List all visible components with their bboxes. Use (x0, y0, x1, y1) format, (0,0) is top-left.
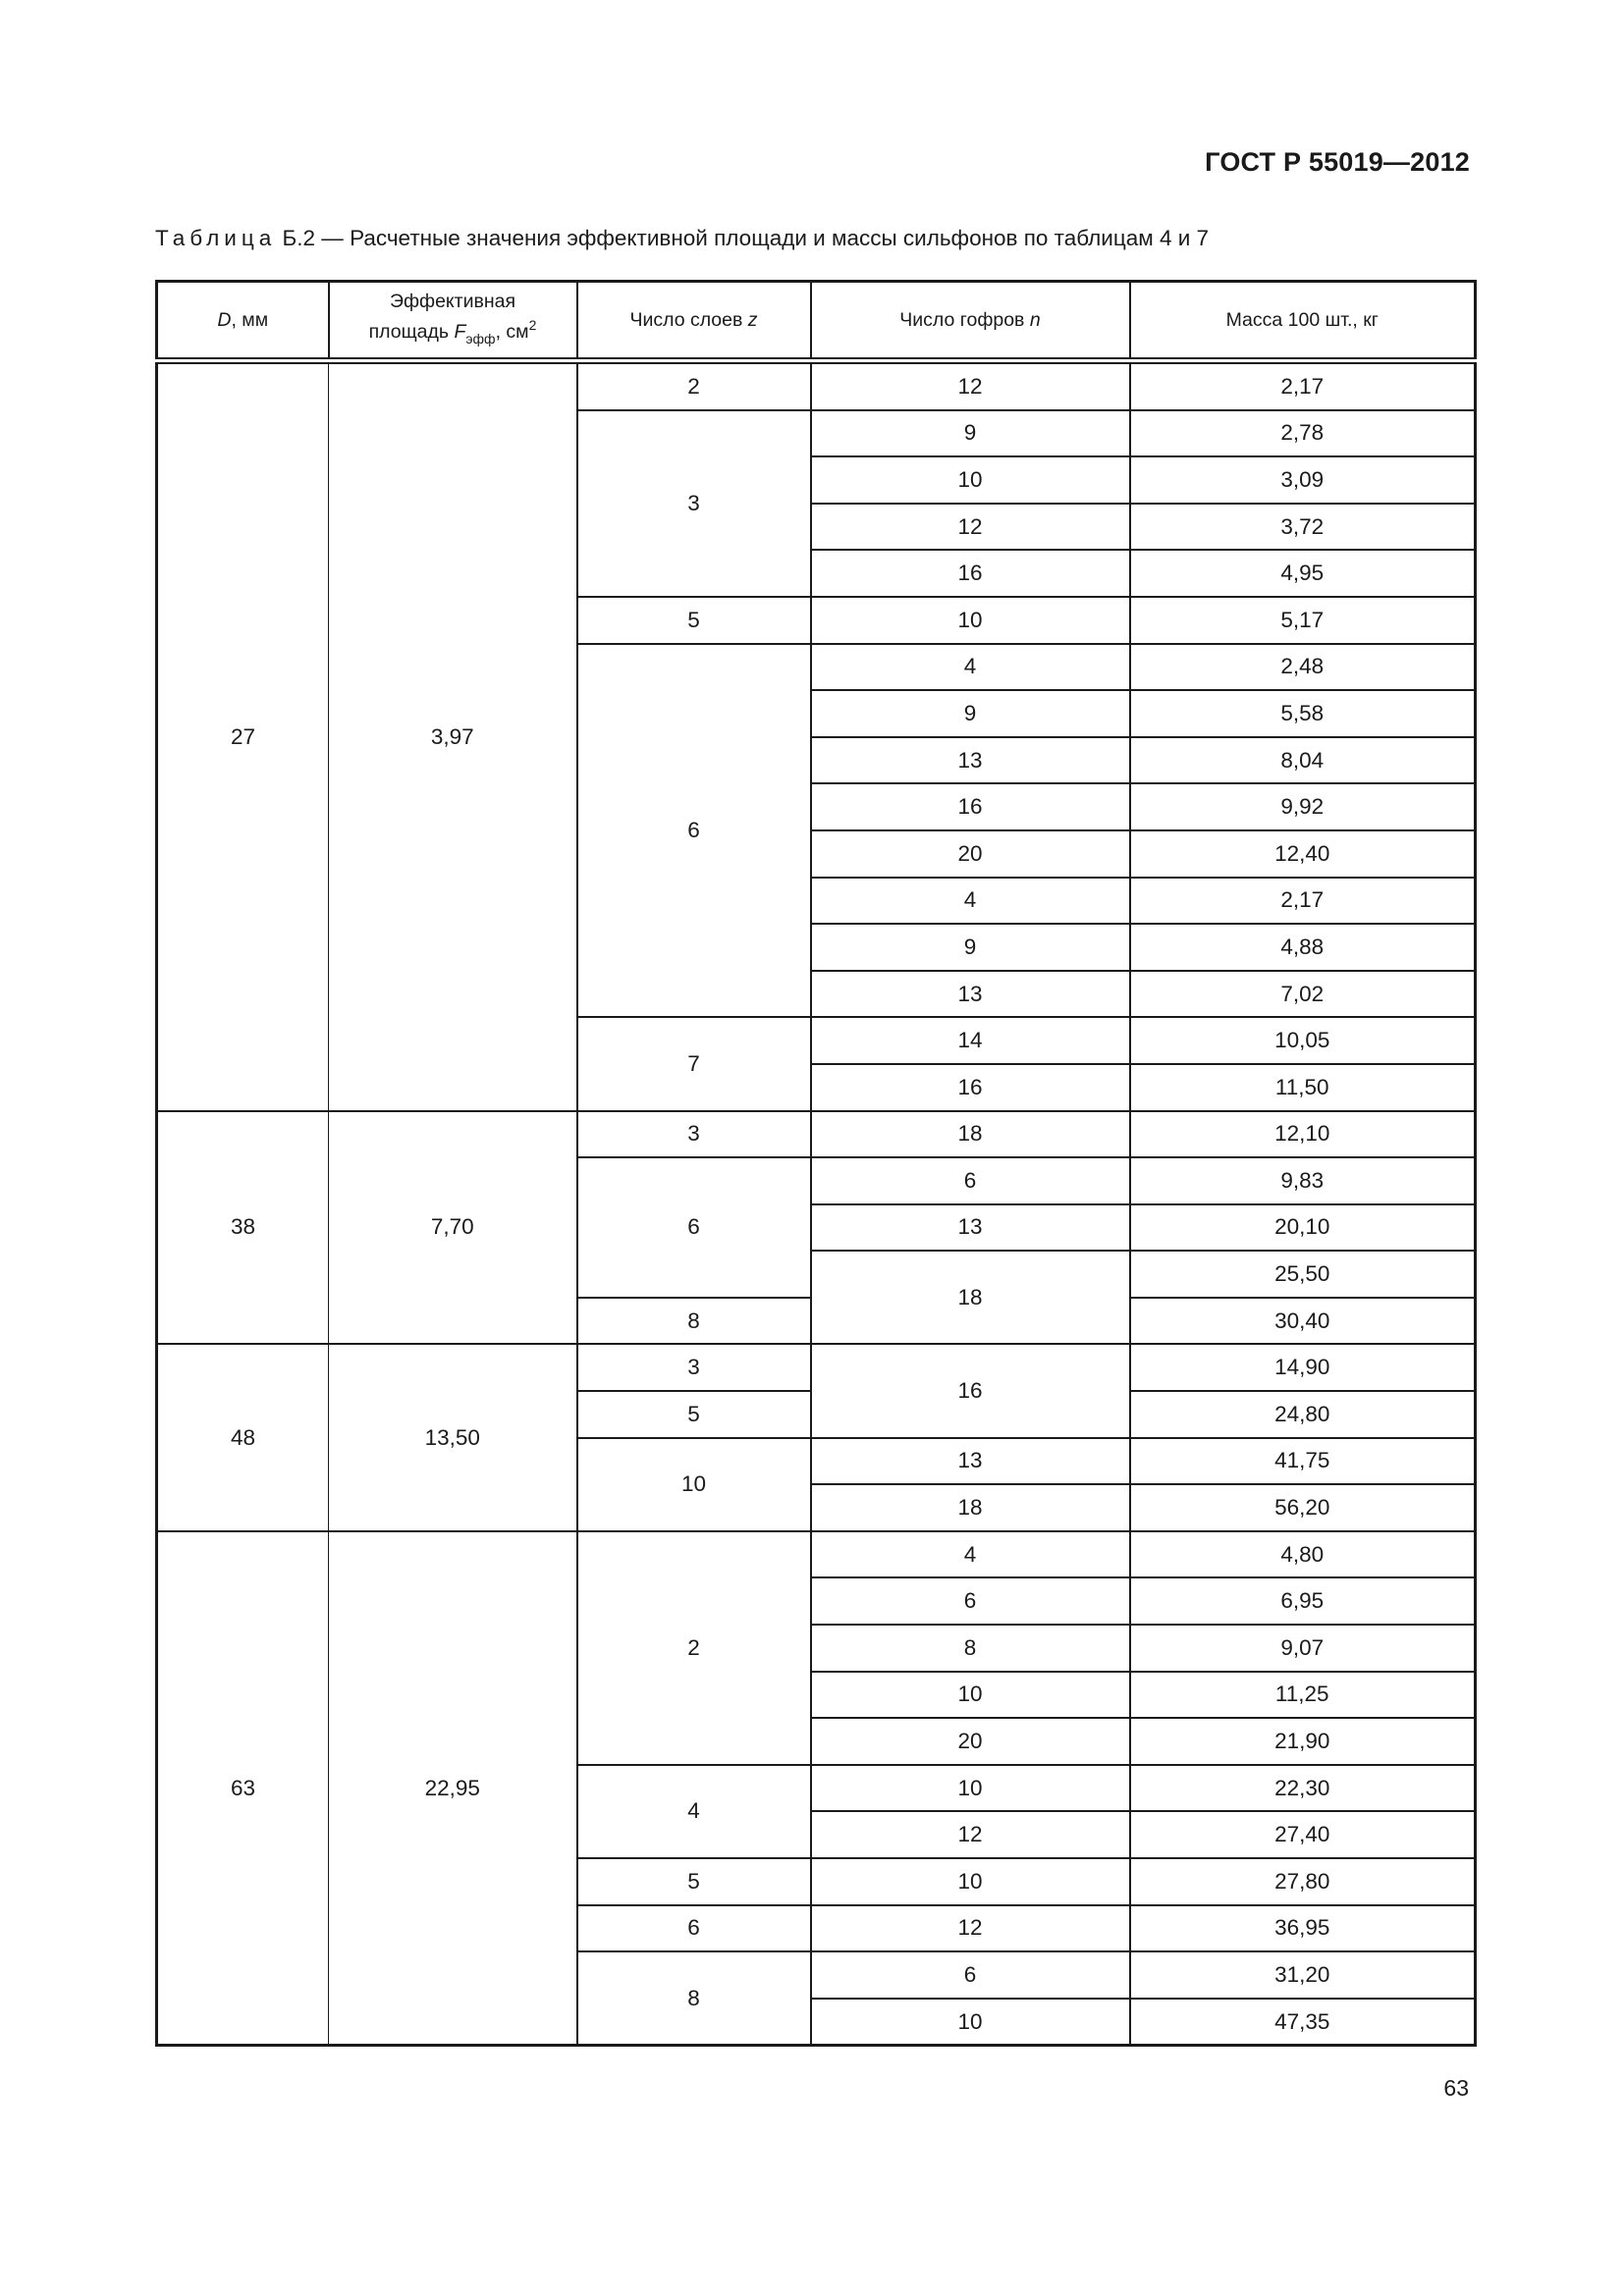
cell-corrugations: 18 (811, 1484, 1130, 1531)
cell-mass: 9,07 (1130, 1625, 1476, 1672)
cell-corrugations: 12 (811, 1905, 1130, 1952)
cell-mass: 11,50 (1130, 1064, 1476, 1111)
cell-corrugations: 18 (811, 1251, 1130, 1344)
cell-mass: 27,40 (1130, 1811, 1476, 1858)
cell-corrugations: 18 (811, 1111, 1130, 1158)
cell-corrugations: 13 (811, 971, 1130, 1018)
cell-layers: 5 (577, 1391, 811, 1438)
cell-corrugations: 13 (811, 1204, 1130, 1252)
cell-mass: 41,75 (1130, 1438, 1476, 1485)
cell-corrugations: 16 (811, 1344, 1130, 1437)
cell-mass: 56,20 (1130, 1484, 1476, 1531)
cell-mass: 30,40 (1130, 1298, 1476, 1345)
cell-mass: 25,50 (1130, 1251, 1476, 1298)
cell-mass: 47,35 (1130, 1999, 1476, 2046)
cell-layers: 4 (577, 1765, 811, 1858)
cell-mass: 5,17 (1130, 597, 1476, 644)
cell-layers: 2 (577, 1531, 811, 1765)
cell-diameter: 48 (157, 1344, 329, 1530)
cell-layers: 10 (577, 1438, 811, 1531)
cell-layers: 8 (577, 1951, 811, 2046)
cell-mass: 31,20 (1130, 1951, 1476, 1999)
caption-text: Расчетные значения эффективной площади и массы сильфонов по таблицам 4 и 7 (350, 226, 1210, 250)
cell-corrugations: 4 (811, 1531, 1130, 1578)
cell-mass: 2,78 (1130, 410, 1476, 457)
cell-layers: 3 (577, 410, 811, 597)
cell-mass: 2,17 (1130, 878, 1476, 925)
cell-area: 22,95 (329, 1531, 577, 2046)
page-number: 63 (1443, 2075, 1469, 2101)
cell-corrugations: 6 (811, 1577, 1130, 1625)
cell-mass: 2,17 (1130, 361, 1476, 410)
cell-mass: 8,04 (1130, 737, 1476, 784)
cell-layers: 6 (577, 1905, 811, 1952)
cell-mass: 24,80 (1130, 1391, 1476, 1438)
header-corrugations: Число гофров n (811, 282, 1130, 361)
cell-mass: 2,48 (1130, 644, 1476, 691)
caption-label: Таблица (155, 226, 277, 250)
table-row (157, 1531, 1476, 1578)
cell-corrugations: 16 (811, 1064, 1130, 1111)
cell-corrugations: 10 (811, 456, 1130, 504)
cell-corrugations: 14 (811, 1017, 1130, 1064)
header-layers: Число слоев z (577, 282, 811, 361)
cell-mass: 22,30 (1130, 1765, 1476, 1812)
cell-corrugations: 4 (811, 644, 1130, 691)
cell-mass: 4,88 (1130, 924, 1476, 971)
cell-mass: 7,02 (1130, 971, 1476, 1018)
cell-layers: 5 (577, 597, 811, 644)
cell-layers: 2 (577, 361, 811, 410)
cell-mass: 20,10 (1130, 1204, 1476, 1252)
cell-mass: 5,58 (1130, 690, 1476, 737)
cell-layers: 6 (577, 1157, 811, 1298)
cell-mass: 12,40 (1130, 830, 1476, 878)
cell-mass: 9,92 (1130, 783, 1476, 830)
cell-corrugations: 9 (811, 690, 1130, 737)
cell-diameter: 38 (157, 1111, 329, 1345)
cell-corrugations: 20 (811, 830, 1130, 878)
table-row (157, 1111, 1476, 1158)
cell-area: 3,97 (329, 361, 577, 1111)
cell-corrugations: 6 (811, 1157, 1130, 1204)
cell-mass: 14,90 (1130, 1344, 1476, 1391)
cell-area: 13,50 (329, 1344, 577, 1530)
cell-corrugations: 10 (811, 597, 1130, 644)
cell-mass: 10,05 (1130, 1017, 1476, 1064)
cell-diameter: 27 (157, 361, 329, 1111)
cell-mass: 11,25 (1130, 1672, 1476, 1719)
cell-layers: 8 (577, 1298, 811, 1345)
bellows-table (155, 280, 1477, 2047)
header-diameter: D, мм (157, 282, 329, 361)
cell-corrugations: 10 (811, 1858, 1130, 1905)
cell-mass: 9,83 (1130, 1157, 1476, 1204)
cell-mass: 4,95 (1130, 550, 1476, 597)
cell-corrugations: 12 (811, 361, 1130, 410)
cell-corrugations: 4 (811, 878, 1130, 925)
cell-mass: 3,72 (1130, 504, 1476, 551)
cell-corrugations: 9 (811, 924, 1130, 971)
caption-dash: — (321, 226, 344, 250)
cell-corrugations: 6 (811, 1951, 1130, 1999)
table-caption (155, 226, 1209, 251)
cell-mass: 3,09 (1130, 456, 1476, 504)
cell-corrugations: 16 (811, 550, 1130, 597)
cell-mass: 12,10 (1130, 1111, 1476, 1158)
cell-area: 7,70 (329, 1111, 577, 1345)
header-mass: Масса 100 шт., кг (1130, 282, 1476, 361)
document-id: ГОСТ Р 55019—2012 (1205, 147, 1470, 177)
cell-corrugations: 12 (811, 504, 1130, 551)
cell-corrugations: 10 (811, 1672, 1130, 1719)
cell-corrugations: 20 (811, 1718, 1130, 1765)
cell-layers: 3 (577, 1111, 811, 1158)
header-row (157, 282, 1476, 361)
cell-layers: 5 (577, 1858, 811, 1905)
cell-mass: 21,90 (1130, 1718, 1476, 1765)
cell-layers: 7 (577, 1017, 811, 1110)
header-effective-area: Эффективная площадь $F_{эфф}$, $см^2$ (329, 282, 577, 361)
cell-diameter: 63 (157, 1531, 329, 2046)
cell-corrugations: 13 (811, 737, 1130, 784)
cell-mass: 36,95 (1130, 1905, 1476, 1952)
cell-mass: 27,80 (1130, 1858, 1476, 1905)
cell-corrugations: 8 (811, 1625, 1130, 1672)
cell-layers: 6 (577, 644, 811, 1018)
caption-number: Б.2 (282, 226, 316, 250)
table-row (157, 361, 1476, 410)
cell-corrugations: 16 (811, 783, 1130, 830)
cell-corrugations: 10 (811, 1765, 1130, 1812)
cell-mass: 6,95 (1130, 1577, 1476, 1625)
cell-corrugations: 12 (811, 1811, 1130, 1858)
cell-layers: 3 (577, 1344, 811, 1391)
cell-corrugations: 10 (811, 1999, 1130, 2046)
cell-corrugations: 13 (811, 1438, 1130, 1485)
cell-corrugations: 9 (811, 410, 1130, 457)
table-row (157, 1344, 1476, 1391)
cell-mass: 4,80 (1130, 1531, 1476, 1578)
